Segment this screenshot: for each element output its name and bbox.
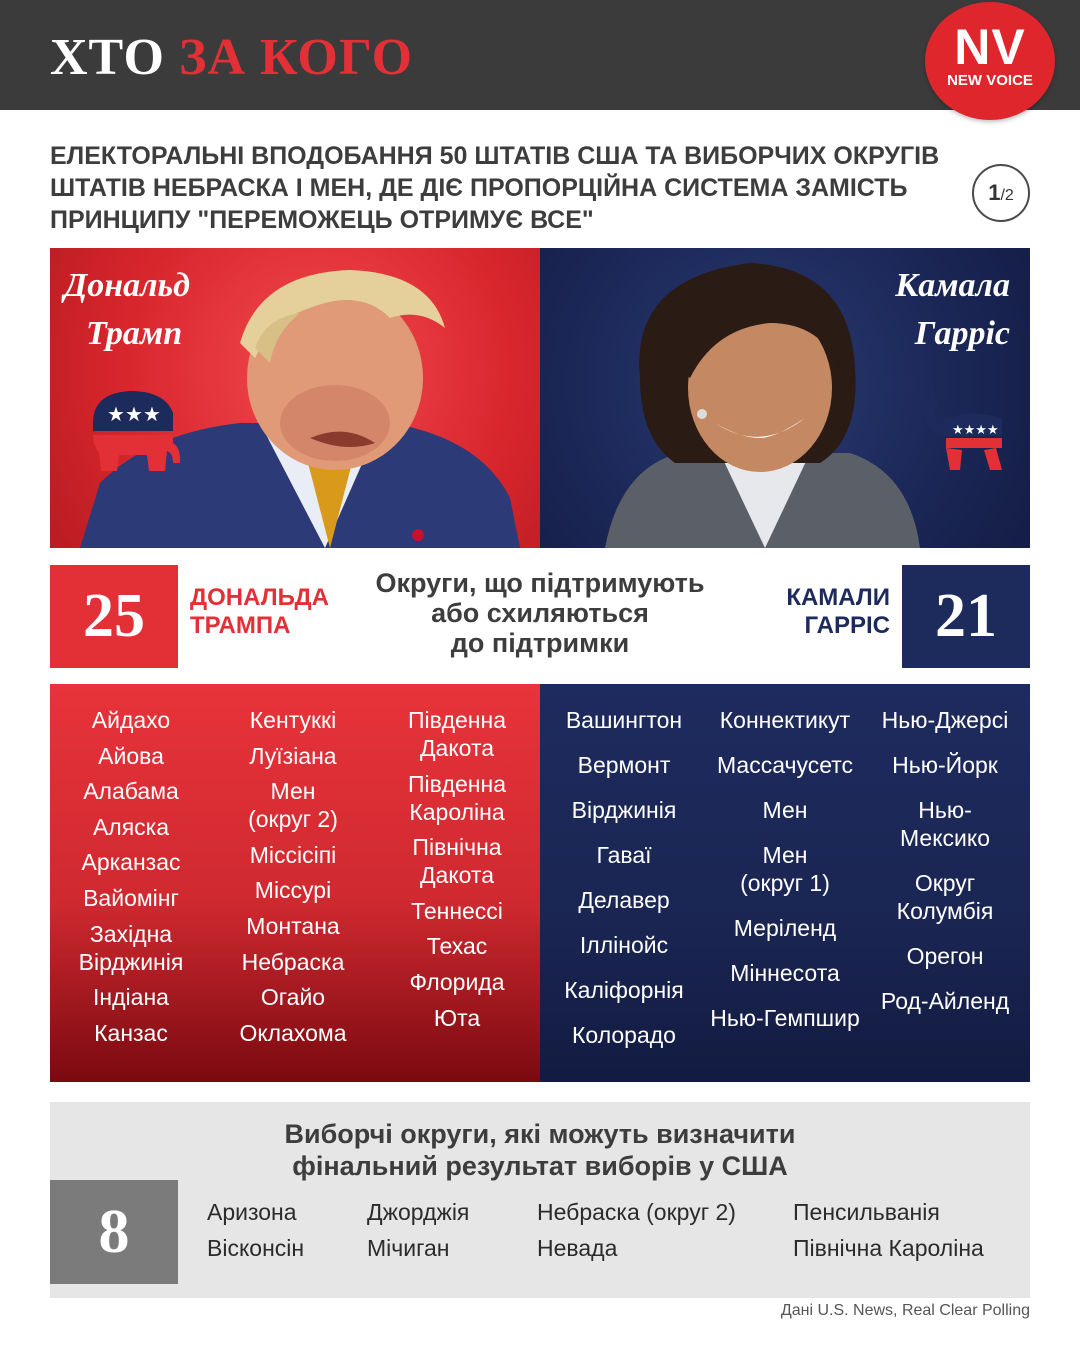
svg-text:★: ★ <box>125 402 143 426</box>
counts-title-line: Округи, що підтримують <box>375 568 705 598</box>
republican-elephant-icon <box>85 383 185 473</box>
swing-state: Джорджія <box>367 1199 470 1225</box>
harris-count: 21 <box>902 565 1030 668</box>
state-name: Теннессі <box>411 897 503 924</box>
harris-hero <box>540 248 1030 548</box>
swing-count: 8 <box>50 1180 178 1284</box>
page-title <box>50 28 413 87</box>
harris-states-column <box>540 706 708 1066</box>
state-name: Техас <box>426 933 488 960</box>
title-main: ХТО <box>50 29 165 86</box>
state-name: Нью-Йорк <box>892 752 998 778</box>
state-name: Південна Дакота <box>407 707 506 761</box>
state-name: Оклахома <box>239 1019 347 1046</box>
state-name: Іллінойс <box>579 932 669 958</box>
trump-count-label <box>190 584 329 640</box>
swing-state: Мічиган <box>367 1235 450 1261</box>
state-name: Міннесота <box>730 960 840 986</box>
state-name: Арканзас <box>81 849 181 876</box>
state-name: Огайо <box>260 984 326 1011</box>
swing-title <box>50 1118 1030 1182</box>
state-name: Айова <box>98 742 164 769</box>
nv-logo <box>925 2 1055 120</box>
swing-states-column <box>207 1194 304 1266</box>
swing-title-line: фінальний результат виборів у США <box>292 1151 788 1181</box>
state-name: Міссурі <box>254 877 332 904</box>
swing-state: Північна Кароліна <box>793 1235 984 1261</box>
harris-name <box>895 262 1010 358</box>
trump-name <box>64 262 190 358</box>
swing-states-column <box>537 1194 736 1266</box>
state-name: Небраска <box>241 948 345 975</box>
harris-count-label <box>770 584 890 640</box>
state-name: Юта <box>433 1004 481 1031</box>
header-bar <box>0 0 1080 110</box>
state-name: Меріленд <box>733 915 837 941</box>
svg-text:★: ★ <box>107 402 125 426</box>
page-indicator <box>972 164 1030 222</box>
state-name: Канзас <box>94 1019 168 1046</box>
harris-states-panel <box>540 684 1030 1082</box>
state-name: Алабама <box>83 778 179 805</box>
state-name: Північна Дакота <box>412 834 502 889</box>
swing-state: Небраска (округ 2) <box>537 1199 736 1225</box>
swing-states-section <box>50 1102 1030 1298</box>
state-name: Флорида <box>409 968 505 995</box>
swing-states-column <box>793 1194 984 1266</box>
intro-line: ШТАТІВ НЕБРАСКА І МЕН, ДЕ ДІЄ ПРОПОРЦІЙНА СИСТЕМА ЗАМІСТЬ <box>50 174 908 202</box>
trump-count: 25 <box>50 565 178 668</box>
state-name: Мен (округ 2) <box>248 778 338 833</box>
trump-states-column <box>374 706 540 1039</box>
counts-title-line: до підтримки <box>450 628 630 658</box>
label-line: ГАРРІС <box>804 612 890 639</box>
state-name: Род-Айленд <box>880 988 1010 1014</box>
state-name: Делавер <box>578 887 670 913</box>
intro-text <box>50 140 950 236</box>
state-name: Нью-Джерсі <box>881 707 1009 733</box>
harris-states-column <box>866 706 1024 1032</box>
state-name: Орегон <box>906 943 984 969</box>
trump-hero <box>50 248 540 548</box>
state-name: Вайомінг <box>83 884 179 911</box>
source-note: Дані U.S. News, Real Clear Polling <box>780 1302 1030 1319</box>
intro-line: ЕЛЕКТОРАЛЬНІ ВПОДОБАННЯ 50 ШТАТІВ США ТА ВИБОРЧИХ ОКРУГІВ <box>50 142 940 170</box>
state-name: Гаваї <box>596 842 652 868</box>
state-name: Вірджинія <box>571 797 677 823</box>
svg-text:★: ★ <box>143 402 161 426</box>
swing-state: Невада <box>537 1235 618 1261</box>
trump-states-column <box>50 706 212 1054</box>
state-name: Коннектикут <box>719 707 851 733</box>
title-accent: ЗА КОГО <box>179 29 414 86</box>
counts-title-line: або схиляються <box>431 598 649 628</box>
swing-state: Пенсильванія <box>793 1199 940 1225</box>
state-name: Мен (округ 1) <box>740 842 830 896</box>
swing-title-line: Виборчі округи, які можуть визначити <box>284 1119 796 1149</box>
democrat-donkey-icon <box>910 378 1010 473</box>
state-name: Мен <box>762 797 808 823</box>
state-name: Нью- Мексико <box>900 797 990 851</box>
page-total: 2 <box>1004 187 1014 204</box>
label-line: КАМАЛИ <box>786 584 890 611</box>
state-name: Південна Кароліна <box>407 770 506 825</box>
svg-text:★★★★: ★★★★ <box>952 423 999 438</box>
trump-states-column <box>212 706 374 1054</box>
state-name: Нью-Гемпшир <box>710 1005 860 1031</box>
harris-last-name: Гарріс <box>914 315 1010 352</box>
label-line: ДОНАЛЬДА <box>190 584 329 611</box>
state-name: Міссісіпі <box>249 841 337 868</box>
harris-portrait <box>600 248 930 548</box>
harris-first-name: Камала <box>895 267 1010 304</box>
state-name: Луїзіана <box>249 742 337 769</box>
state-name: Вермонт <box>577 752 671 778</box>
page-current: 1 <box>988 180 1001 205</box>
label-line: ТРАМПА <box>190 612 291 639</box>
state-name: Західна Вірджинія <box>78 920 184 975</box>
logo-main: NV <box>954 19 1026 75</box>
intro-line: ПРИНЦИПУ "ПЕРЕМОЖЕЦЬ ОТРИМУЄ ВСЕ" <box>50 206 594 234</box>
page-separator: / <box>1000 187 1005 204</box>
state-name: Індіана <box>93 984 169 1011</box>
state-name: Округ Колумбія <box>896 870 994 924</box>
state-name: Аляска <box>92 813 170 840</box>
trump-first-name: Дональд <box>64 267 190 304</box>
state-name: Колорадо <box>572 1022 676 1048</box>
swing-state: Аризона <box>207 1199 297 1225</box>
counts-title <box>340 568 740 658</box>
state-name: Кентуккі <box>249 707 337 733</box>
state-name: Вашингтон <box>565 707 683 733</box>
state-name: Каліфорнія <box>564 977 684 1003</box>
state-name: Массачусетс <box>716 752 854 778</box>
state-name: Монтана <box>246 912 340 939</box>
trump-last-name: Трамп <box>86 315 183 352</box>
logo-sub: NEW VOICE <box>947 72 1033 89</box>
swing-states-column <box>367 1194 469 1266</box>
swing-state: Вісконсін <box>207 1235 305 1261</box>
harris-states-column <box>700 706 870 1049</box>
state-name: Айдахо <box>91 707 171 733</box>
trump-states-panel <box>50 684 540 1082</box>
